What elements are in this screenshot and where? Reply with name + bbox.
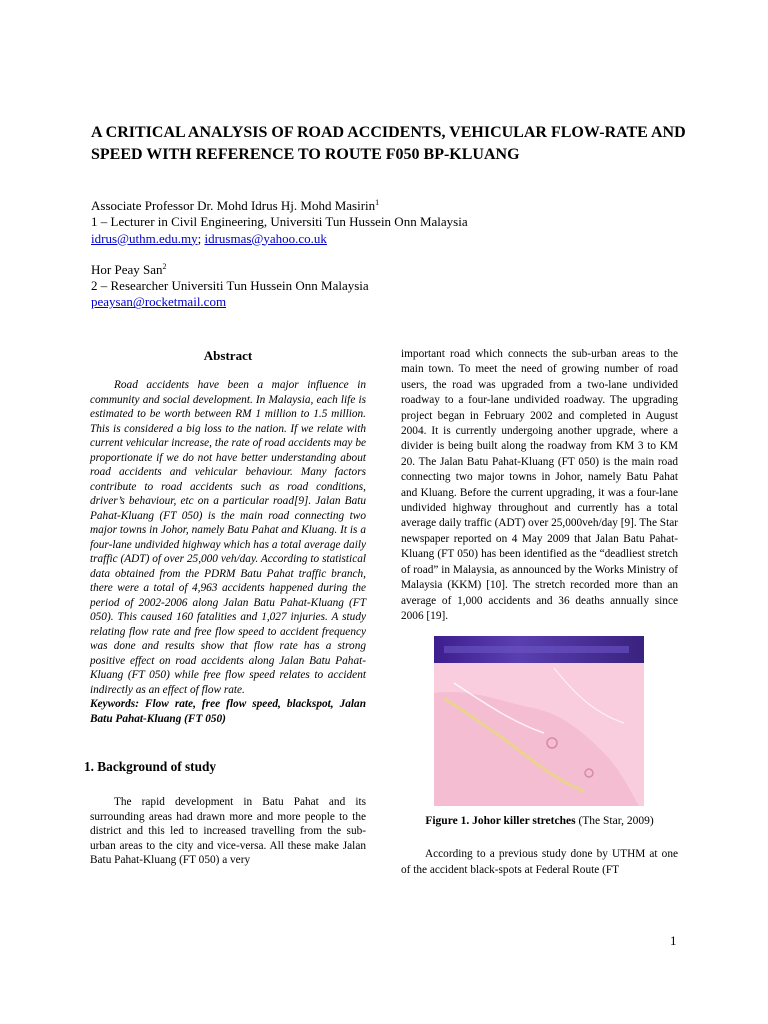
author-1-emails [91, 231, 691, 247]
figure-caption [401, 814, 678, 828]
right-column-text: important road which connects the sub-urban areas to the main town. To meet the need of growing number of road users, the road was upgraded from a two-lane undivided roadway to a four-lane undivided roadway. The upgrading project began in February 2002 and completed in August 2004. It is currently undergoing another upgrade, where a divider is being built along the roadway from KM 3 to KM 20. The Jalan Batu Pahat-Kluang (FT 050) is the main road connecting two major towns in Johor, namely Batu Pahat and Kluang. Before the current upgrading, it was a four-lane undivided highway throughout and currently has a total average daily traffic (ADT) over 25,000veh/day [9]. The Star newspaper reported on 4 May 2009 that Jalan Batu Pahat-Kluang (FT 050) has been identified as the “deadliest stretch of road” in Malaysia, as announced by the Works Ministry of Malaysia (KKM) [10]. The stretch recorded more than an average of 1,000 accidents and 36 deaths annually since 2006 [19]. [401, 348, 678, 622]
figure-banner [434, 636, 644, 663]
abstract-heading: Abstract [203, 348, 253, 363]
email-separator: ; [197, 230, 205, 246]
author-block [91, 198, 691, 311]
email-link-1[interactable]: idrus@uthm.edu.my [91, 230, 198, 246]
email-link-2[interactable]: idrusmas@yahoo.co.uk [204, 230, 327, 246]
figure-caption-source: (The Star, 2009) [575, 815, 654, 828]
section-1-text: The rapid development in Batu Pahat and its surrounding areas had drawn more and more people to the district and this led to increased travelling from the sub-urban areas to the city and vice-versa. All these make Jalan Batu Pahat-Kluang (FT 050) a very [90, 796, 366, 866]
page-number: 1 [670, 933, 677, 948]
author-2-sup: 2 [162, 261, 167, 271]
right-column-continuation: According to a previous study done by UTHM at one of the accident black-spots at Federal Route (FT [401, 848, 678, 876]
figure-map-image [434, 636, 644, 806]
keywords: Keywords: Flow rate, free flow speed, blackspot, Jalan Batu Pahat-Kluang (FT 050) [90, 698, 366, 725]
author-2 [91, 262, 691, 278]
right-column [401, 347, 678, 878]
author-1-name: Associate Professor Dr. Mohd Idrus Hj. Mohd Masirin [91, 198, 376, 213]
map-illustration [434, 663, 644, 806]
figure-caption-label: Figure 1. Johor killer stretches [425, 815, 576, 828]
author-1 [91, 198, 691, 214]
email-link-3[interactable]: peaysan@rocketmail.com [91, 294, 227, 310]
section-1-heading: 1. Background of study [84, 759, 217, 774]
abstract-text: Road accidents have been a major influence in community and social development. In Malaysia, each life is estimated to be worth between RM 1 million to 1.5 million. This is considered a big loss to the nation. If we relate with current vehicular increase, the rate of road accidents may be proportionate if we do not have better understanding about road accidents and vehicular behaviour. Many factors contribute to road accidents such as road conditions, driver’s behaviour, etc on a particular road[9]. Jalan Batu Pahat-Kluang (FT 050) is the main road connecting two major towns in Johor, namely Batu Pahat and Kluang. It is a four-lane undivided highway which has a total average daily traffic (ADT) of over 25,000 veh/day. According to statistical data obtained from the PDRM Batu Pahat traffic branch, there were a total of 4,963 accidents happened during the period of 2002-2006 along Jalan Batu Pahat-Kluang (FT 050). This caused 160 fatalities and 1,027 injuries. A study relating flow rate and free flow speed to accident frequency was done and results show that flow rate has a strong positive effect on road accidents along Jalan Batu Pahat-Kluang (FT 050) while free flow speed relates to accident indirectly as an effect of flow rate. [90, 379, 366, 696]
paper-title: A CRITICAL ANALYSIS OF ROAD ACCIDENTS, VEHICULAR FLOW-RATE AND SPEED WITH REFERENCE TO ROUTE F050 BP-KLUANG [91, 124, 686, 163]
author-2-emails [91, 294, 691, 310]
left-column [84, 348, 366, 868]
author-2-name: Hor Peay San [91, 261, 163, 277]
author-1-sup: 1 [375, 198, 380, 207]
author-1-affiliation: 1 – Lecturer in Civil Engineering, Universiti Tun Hussein Onn Malaysia [91, 214, 468, 230]
author-2-affiliation: 2 – Researcher Universiti Tun Hussein Onn Malaysia [91, 278, 369, 294]
